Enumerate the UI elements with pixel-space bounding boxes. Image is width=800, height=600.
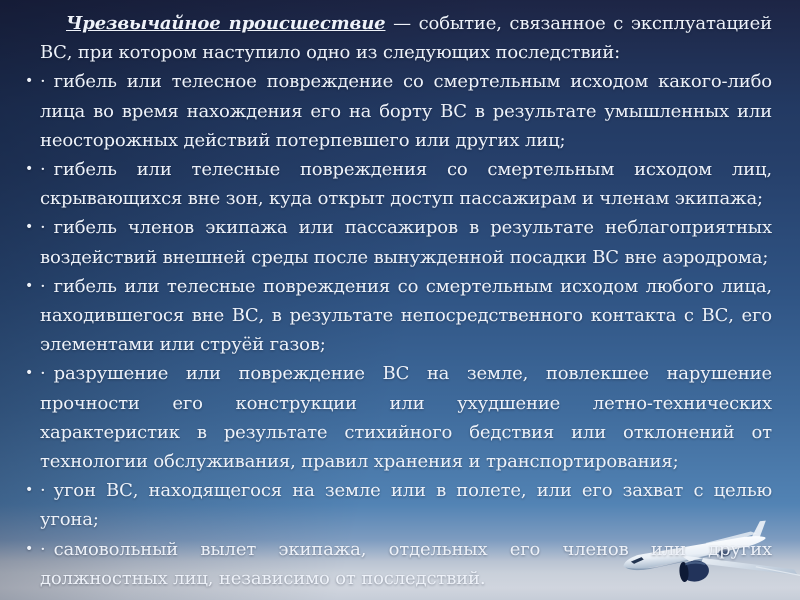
bullet-item [25, 476, 772, 534]
bullet-subdot-icon: · [40, 71, 46, 93]
bullet-subdot-icon: · [40, 538, 46, 560]
bullet-text: гибель членов экипажа или пассажиров в результате неблагоприятных воздействий внешней среды после вынужденной посадки ВС вне аэродрома; [40, 217, 772, 268]
definition-paragraph [40, 9, 772, 67]
bullet-item [25, 67, 772, 155]
bullet-marker-icon: • [25, 540, 34, 557]
bullet-text: самовольный вылет экипажа, отдельных его членов или других должностных лиц, независимо от последствий. [40, 538, 772, 589]
bullet-subdot-icon: · [40, 275, 46, 297]
bullet-item [25, 213, 772, 271]
bullet-marker-icon: • [25, 161, 34, 178]
bullet-marker-icon: • [25, 219, 34, 236]
bullet-marker-icon: • [25, 277, 34, 294]
bullet-text: гибель или телесное повреждение со смертельным исходом какого-либо лица во время нахождения его на борту ВС в результате умышленных или неосторожных действий потерпевшего или других лиц; [40, 71, 772, 151]
definition-rest: — событие, связанное с эксплуатацией ВС, при котором наступило одно из следующих последствий: [40, 13, 772, 64]
bullet-item [25, 535, 772, 593]
bullet-text: гибель или телесные повреждения со смертельным исходом любого лица, находившегося вне ВС, в результате непосредственного контакта с ВС, его элементами или струёй газов; [40, 275, 772, 356]
bullet-item [25, 359, 772, 476]
bullet-subdot-icon: · [40, 363, 46, 385]
bullet-marker-icon: • [25, 365, 34, 382]
bullet-subdot-icon: · [40, 159, 46, 181]
bullet-subdot-icon: · [40, 480, 46, 502]
bullet-marker-icon: • [25, 73, 34, 90]
bullet-text: разрушение или повреждение ВС на земле, повлекшее нарушение прочности его конструкции или ухудшение летно-технических характеристик в результате стихийного бедствия или отклонений от технологии обслуживания, правил хранения и транспортирования; [40, 363, 772, 473]
bullet-subdot-icon: · [40, 217, 46, 239]
definition-term: Чрезвычайное происшествие [66, 13, 386, 34]
bullet-text: угон ВС, находящегося на земле или в полете, или его захват с целью угона; [40, 480, 772, 531]
bullet-item [25, 155, 772, 213]
bullet-text: гибель или телесные повреждения со смертельным исходом лиц, скрывающихся вне зон, куда открыт доступ пассажирам и членам экипажа; [40, 159, 772, 210]
bullet-marker-icon: • [25, 482, 34, 499]
bullet-item [25, 272, 772, 360]
bullet-list [25, 67, 772, 593]
